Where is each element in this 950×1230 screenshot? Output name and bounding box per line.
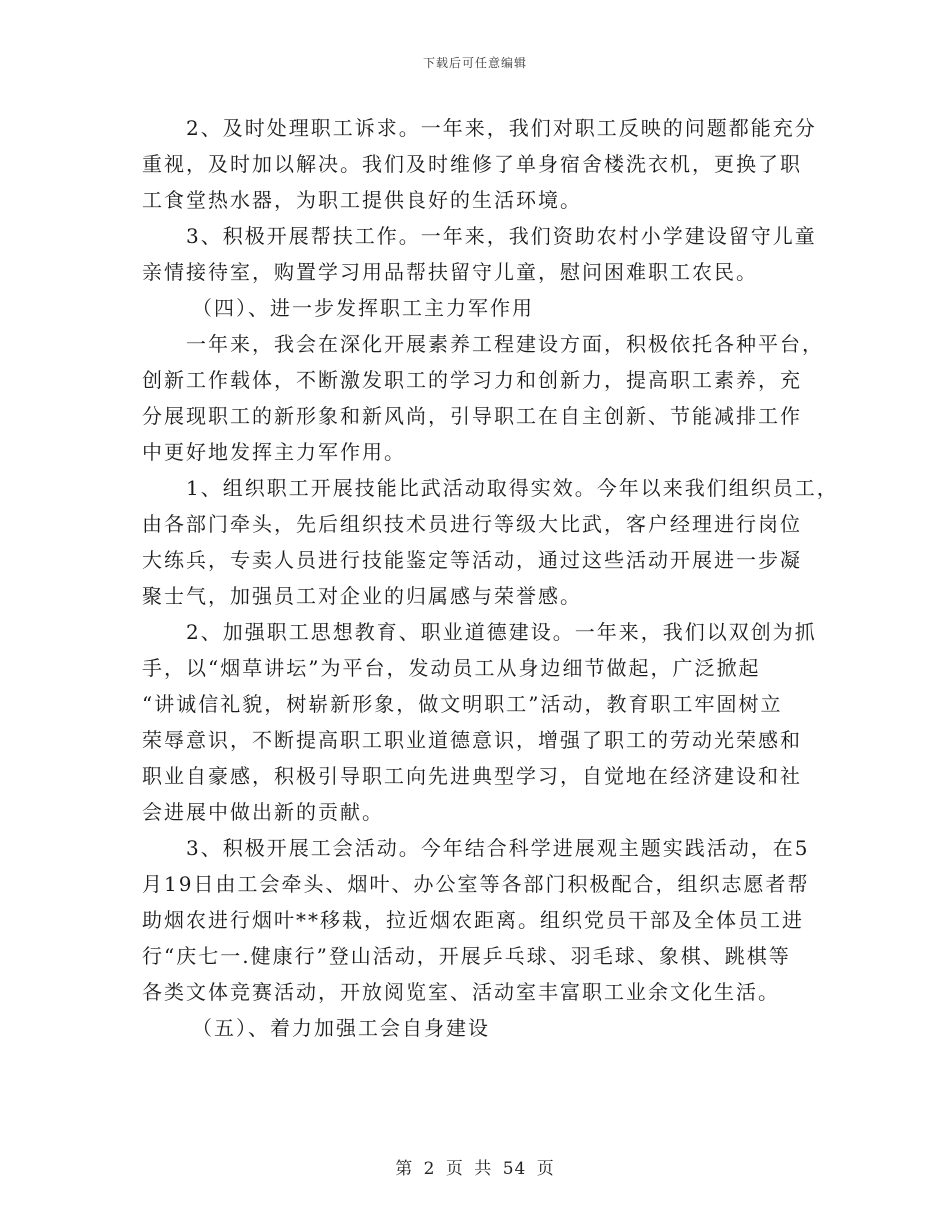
paragraph-line: 由各部门牵头，先后组织技术员进行等级大比武，客户经理进行岗位 — [142, 512, 802, 536]
paragraph-line: 会进展中做出新的贡献。 — [142, 800, 384, 824]
section-heading: （四）、进一步发挥职工主力军作用 — [192, 296, 534, 320]
paragraph-line: 大练兵，专卖人员进行技能鉴定等活动，通过这些活动开展进一步凝 — [142, 548, 802, 572]
page-number: 第 2 页 共 54 页 — [395, 1159, 555, 1179]
paragraph-line: 2、加强职工思想教育、职业道德建设。一年来，我们以双创为抓 — [186, 620, 817, 644]
paragraph-line: 3、积极开展帮扶工作。一年来，我们资助农村小学建设留守儿童 — [186, 224, 817, 248]
paragraph-line: 亲情接待室，购置学习用品帮扶留守儿童，慰问困难职工农民。 — [142, 260, 758, 284]
paragraph-line: 一年来，我会在深化开展素养工程建设方面，积极依托各种平台， — [186, 332, 824, 356]
paragraph-line: 重视，及时加以解决。我们及时维修了单身宿舍楼洗衣机，更换了职 — [142, 152, 802, 176]
paragraph-line: 1、组织职工开展技能比武活动取得实效。今年以来我们组织员工， — [186, 476, 839, 500]
paragraph-line: 助烟农进行烟叶**移栽，拉近烟农距离。组织党员干部及全体员工进 — [142, 908, 804, 932]
paragraph-line: 职业自豪感，积极引导职工向先进典型学习，自觉地在经济建设和社 — [142, 764, 802, 788]
paragraph-line: 工食堂热水器，为职工提供良好的生活环境。 — [142, 188, 582, 212]
paragraph-line: 中更好地发挥主力军作用。 — [142, 440, 406, 464]
document-body — [142, 110, 842, 1046]
header-note: 下载后可任意编辑 — [422, 56, 527, 70]
section-heading: （五）、着力加强工会自身建设 — [192, 1016, 490, 1040]
paragraph-line: 行“庆七一.健康行”登山活动，开展乒乓球、羽毛球、象棋、跳棋等 — [142, 944, 791, 968]
paragraph-line: 2、及时处理职工诉求。一年来，我们对职工反映的问题都能充分 — [186, 116, 817, 140]
paragraph-line: 各类文体竞赛活动，开放阅览室、活动室丰富职工业余文化生活。 — [142, 980, 780, 1004]
paragraph-line: 手，以“烟草讲坛”为平台，发动员工从身边细节做起，广泛掀起 — [142, 656, 761, 680]
paragraph-line: “讲诚信礼貌，树崭新形象，做文明职工”活动，教育职工牢固树立 — [142, 692, 783, 716]
paragraph-line: 3、积极开展工会活动。今年结合科学进展观主题实践活动，在5 — [186, 836, 810, 860]
paragraph-line: 荣辱意识，不断提高职工职业道德意识，增强了职工的劳动光荣感和 — [142, 728, 802, 752]
paragraph-line: 月19日由工会牵头、烟叶、办公室等各部门积极配合，组织志愿者帮 — [142, 872, 810, 896]
paragraph-line: 创新工作载体，不断激发职工的学习力和创新力，提高职工素养，充 — [142, 368, 802, 392]
paragraph-line: 聚士气，加强员工对企业的归属感与荣誉感。 — [142, 584, 582, 608]
paragraph-line: 分展现职工的新形象和新风尚，引导职工在自主创新、节能减排工作 — [142, 404, 802, 428]
